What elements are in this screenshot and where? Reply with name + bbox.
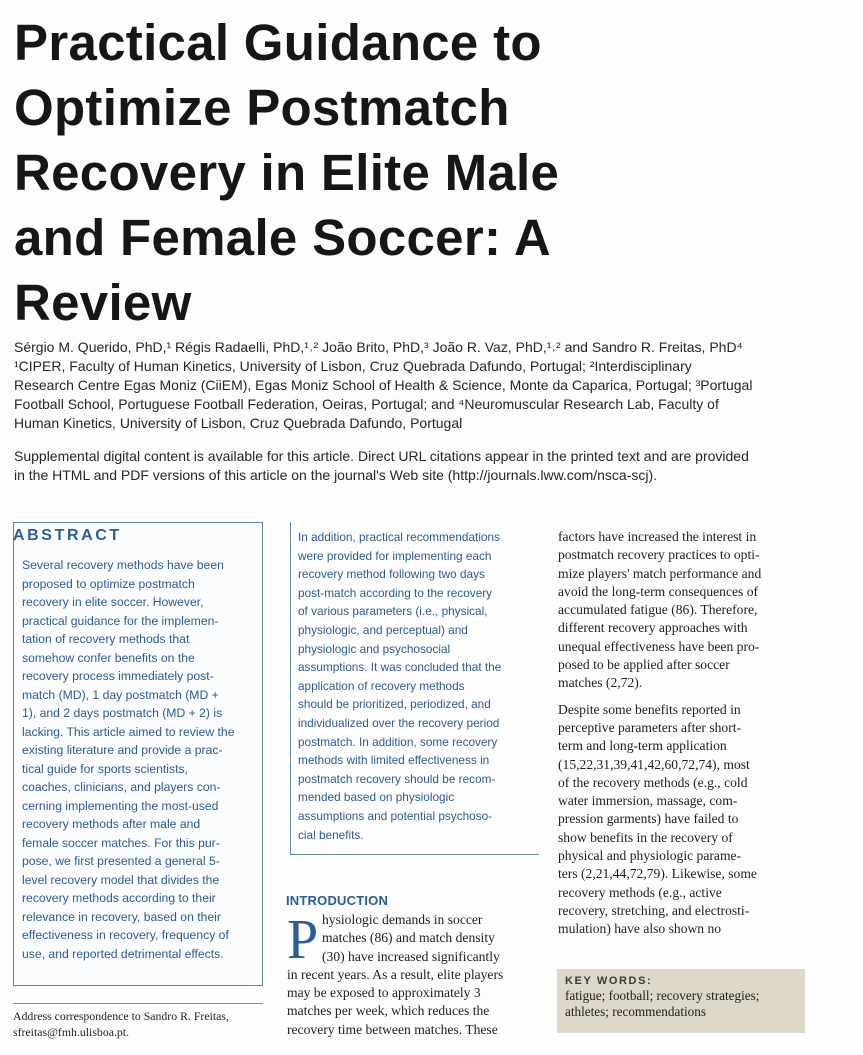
abstract-line: recovery methods after male and [22,817,201,831]
abstract-line: existing literature and provide a prac- [22,743,223,757]
abstract-line: postmatch recovery should be recom- [298,771,496,786]
body-line: pression garments) have failed to [558,811,739,827]
body-line: accumulated fatigue (86). Therefore, [558,602,758,618]
body-line: matches (2,72). [558,675,643,691]
paragraph [558,701,803,939]
abstract-line: coaches, clinicians, and players con- [22,780,221,794]
affiliation-line: Human Kinetics, University of Lisbon, Cruz Quebrada Dafundo, Portugal [14,415,463,431]
affiliation-line: ¹CIPER, Faculty of Human Kinetics, University of Lisbon, Cruz Quebrada Dafundo, Portugal; ²Interdisciplinary [14,358,692,374]
article-title [14,10,854,335]
abstract-line: Several recovery methods have been [22,558,224,572]
body-line: perceptive parameters after short- [558,719,742,735]
abstract-line: mended based on physiologic [298,790,455,805]
body-column-right [558,528,803,939]
intro-line: recovery time between matches. These [287,1021,498,1037]
introduction-heading: INTRODUCTION [286,893,389,908]
body-line: term and long-term application [558,738,727,754]
body-line: (15,22,31,39,41,42,60,72,74), most [558,756,750,772]
abstract-heading: ABSTRACT [13,527,122,544]
abstract-line: female soccer matches. For this pur- [22,835,220,850]
abstract-line: assumptions. It was concluded that the [298,660,502,675]
abstract-line: methods with limited effectiveness in [298,753,490,768]
intro-line: matches (86) and match density [322,930,495,946]
introduction-body [287,911,532,1039]
abstract-line: lacking. This article aimed to review the [22,724,235,739]
title-line: Optimize Postmatch [14,79,510,136]
abstract-line: application of recovery methods [298,678,465,693]
keywords-heading: KEY WORDS: [565,975,653,987]
body-line: posed to be applied after soccer [558,657,730,673]
intro-line: matches per week, which reduces the [287,1003,490,1019]
intro-line: hysiologic demands in soccer [322,912,483,927]
abstract-line: should be prioritized, periodized, and [298,697,491,712]
abstract-body [22,556,262,963]
abstract-line: physiologic, and perceptual) and [298,622,468,637]
body-line: recovery, stretching, and electrosti- [558,902,750,918]
abstract-line: recovery in elite soccer. However, [22,595,204,609]
intro-line: in recent years. As a result, elite players [287,966,504,982]
body-line: ters (2,21,44,72,79). Likewise, some [558,866,757,882]
footnote-line: Address correspondence to Sandro R. Freitas, [13,1009,229,1023]
abstract-line: recovery methods according to their [22,891,216,905]
body-line: factors have increased the interest in [558,529,757,544]
abstract-line: recovery method following two days [298,567,485,582]
body-line: water immersion, massage, com- [558,793,738,809]
abstract-line: recovery process immediately post- [22,669,214,683]
supplemental-note [14,447,849,485]
abstract-line: individualized over the recovery period [298,715,500,730]
abstract-line: pose, we first presented a general 5- [22,854,220,868]
abstract-line: In addition, practical recommendations [298,530,500,544]
body-line: physical and physiologic parame- [558,848,742,864]
supplement-line: in the HTML and PDF versions of this article on the journal's Web site (http://journals.lww.com/nsca-scj). [14,467,658,483]
affiliation-line: Football School, Portuguese Football Federation, Oeiras, Portugal; and ⁴Neuromuscular Research Lab, Faculty of [14,396,719,412]
body-line: mize players' match performance and [558,565,762,581]
abstract-line: somehow confer benefits on the [22,650,195,665]
body-line: unequal effectiveness have been pro- [558,638,760,654]
abstract-line: tation of recovery methods that [22,632,190,646]
body-line: show benefits in the recovery of [558,829,733,845]
footnote-divider [13,1003,263,1004]
abstract-line: post-match according to the recovery [298,585,493,600]
abstract-line: practical guidance for the implemen- [22,613,219,628]
correspondence-footnote [13,1008,268,1040]
abstract-line: proposed to optimize postmatch [22,576,195,591]
abstract-line: physiologic and psychosocial [298,641,451,656]
keywords-line: fatigue; football; recovery strategies; [565,988,760,1003]
keywords-line: athletes; recommendations [565,1004,706,1019]
paragraph [558,528,803,693]
body-line: different recovery approaches with [558,620,748,636]
abstract-line: cial benefits. [298,827,364,842]
intro-line: (30) have increased significantly [322,948,500,964]
keywords-box [557,969,805,1033]
title-line: Practical Guidance to [14,14,542,71]
keywords-list [565,988,797,1020]
abstract-line: tical guide for sports scientists, [22,761,188,776]
title-line: Recovery in Elite Male [14,144,560,201]
author-line: Sérgio M. Querido, PhD,¹ Régis Radaelli, PhD,¹˒² João Brito, PhD,³ João R. Vaz, PhD,¹˒² and Sandro R. Freitas, PhD⁴ [14,339,743,355]
abstract-line: of various parameters (i.e., physical, [298,604,488,619]
abstract-line: match (MD), 1 day postmatch (MD + [22,687,219,702]
footnote-line: sfreitas@fmh.ulisboa.pt. [13,1025,130,1039]
abstract-line: assumptions and potential psychoso- [298,808,493,823]
abstract-line: level recovery model that divides the [22,872,220,887]
abstract-line: effectiveness in recovery, frequency of [22,928,229,942]
body-line: of the recovery methods (e.g., cold [558,774,748,790]
abstract-line: relevance in recovery, based on their [22,909,221,924]
body-line: postmatch recovery practices to opti- [558,547,760,563]
abstract-line: were provided for implementing each [298,548,492,563]
body-line: mulation) have also shown no [558,921,722,937]
abstract-continuation [298,528,538,844]
body-line: recovery methods (e.g., active [558,884,722,900]
title-line: Review [14,274,192,331]
supplement-line: Supplemental digital content is available for this article. Direct URL citations appear in the printed text and are provided [14,448,749,464]
abstract-line: cerning implementing the most-used [22,798,219,813]
drop-cap: P [287,909,319,971]
body-line: Despite some benefits reported in [558,701,741,717]
title-line: and Female Soccer: A [14,209,551,266]
abstract-line: postmatch. In addition, some recovery [298,734,498,749]
abstract-line: 1), and 2 days postmatch (MD + 2) is [22,706,223,720]
affiliation-line: Research Centre Egas Moniz (CiiEM), Egas Moniz School of Health & Science, Monte da Caparica, Portugal; ³Portugal [14,377,753,393]
body-line: avoid the long-term consequences of [558,583,759,599]
authors-affiliations [14,338,849,433]
abstract-line: use, and reported detrimental effects. [22,946,224,961]
intro-line: may be exposed to approximately 3 [287,985,481,1001]
